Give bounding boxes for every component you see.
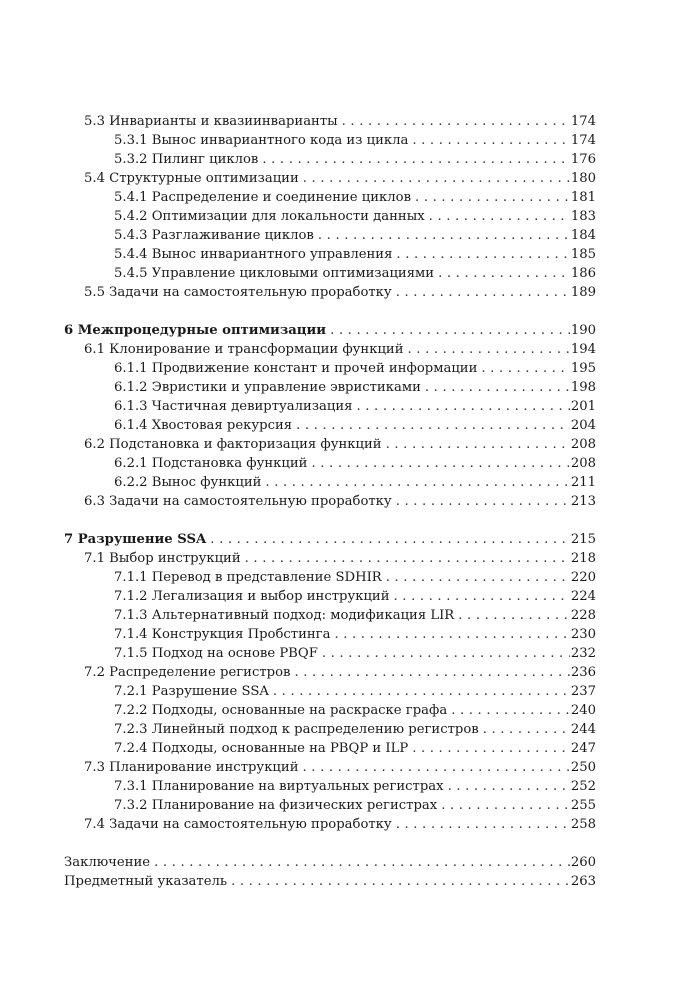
toc-entry[interactable] [64,473,596,492]
dot-leader [322,644,570,663]
toc-entry-title: 7.1.1 Перевод в представление SDHIR [114,570,382,585]
toc-entry[interactable] [64,131,596,150]
toc-entry-title: 7.2.2 Подходы, основанные на раскраске графа [114,703,448,718]
dot-leader [396,283,570,302]
dot-leader [318,226,570,245]
dot-leader [425,378,570,397]
toc-entry-title: 7.3.2 Планирование на физических регистрах [114,798,438,813]
toc-entry-page-number: 208 [570,456,596,471]
toc-entry[interactable] [64,359,596,378]
toc-entry[interactable] [64,416,596,435]
toc-entry-page-number: 176 [570,152,596,167]
dot-leader [386,568,570,587]
toc-entry-title: 6.2 Подстановка и факторизация функций [84,437,382,452]
dot-leader [330,321,570,340]
dot-leader [396,492,570,511]
toc-entry-page-number: 218 [570,551,596,566]
toc-entry[interactable] [64,853,596,872]
toc-entry-page-number: 208 [570,437,596,452]
toc-entry-title: 6 Межпроцедурные оптимизации [64,323,327,338]
toc-chapter-entry[interactable] [64,530,596,549]
dot-leader [154,853,570,872]
toc-entry[interactable] [64,625,596,644]
dot-leader [303,758,571,777]
toc-entry-title: 7.2.4 Подходы, основанные на PBQP и ILP [114,741,409,756]
toc-entry-page-number: 247 [570,741,596,756]
toc-entry[interactable] [64,378,596,397]
dot-leader [273,682,570,701]
toc-entry-page-number: 260 [570,855,596,870]
dot-leader [415,188,570,207]
toc-entry-title: 7.2.1 Разрушение SSA [114,684,269,699]
toc-entry-title: 7.1.2 Легализация и выбор инструкций [114,589,390,604]
toc-entry[interactable] [64,454,596,473]
dot-leader [481,359,570,378]
dot-leader [303,169,570,188]
dot-leader [311,454,570,473]
toc-entry-page-number: 236 [570,665,596,680]
toc-entry[interactable] [64,169,596,188]
toc-entry-page-number: 195 [570,361,596,376]
dot-leader [429,207,570,226]
toc-entry-title: 6.1.1 Продвижение констант и прочей информации [114,361,478,376]
dot-leader [458,606,570,625]
section-gap [64,834,596,853]
toc-entry[interactable] [64,245,596,264]
toc-entry[interactable] [64,207,596,226]
toc-entry-page-number: 180 [570,171,596,186]
toc-entry[interactable] [64,549,596,568]
toc-entry[interactable] [64,492,596,511]
toc-entry-page-number: 204 [570,418,596,433]
dot-leader [396,815,570,834]
toc-entry-page-number: 220 [570,570,596,585]
toc-entry-title: 6.1 Клонирование и трансформации функций [84,342,404,357]
toc-entry[interactable] [64,644,596,663]
toc-entry-title: 7 Разрушение SSA [64,532,207,547]
toc-entry-title: 7.3 Планирование инструкций [84,760,299,775]
toc-entry-page-number: 201 [570,399,596,414]
dot-leader [412,739,570,758]
toc-entry[interactable] [64,758,596,777]
toc-entry-page-number: 258 [570,817,596,832]
toc-entry-title: 6.2.2 Вынос функций [114,475,262,490]
toc-entry[interactable] [64,815,596,834]
toc-entry-page-number: 181 [570,190,596,205]
toc-entry-page-number: 213 [570,494,596,509]
toc-entry[interactable] [64,720,596,739]
dot-leader [231,872,570,891]
toc-entry-title: 7.2.3 Линейный подход к распределению регистров [114,722,479,737]
dot-leader [408,340,570,359]
toc-entry-title: Предметный указатель [64,874,228,889]
dot-leader [245,549,570,568]
toc-entry-page-number: 174 [570,133,596,148]
toc-entry-page-number: 211 [570,475,596,490]
toc-entry[interactable] [64,150,596,169]
toc-entry-title: 5.3.2 Пилинг циклов [114,152,259,167]
toc-entry-page-number: 252 [570,779,596,794]
dot-leader [356,397,570,416]
toc-entry-page-number: 185 [570,247,596,262]
toc-entry[interactable] [64,663,596,682]
toc-entry[interactable] [64,435,596,454]
dot-leader [342,112,570,131]
toc-entry-page-number: 190 [570,323,596,338]
toc-entry-title: 7.1.4 Конструкция Пробстинга [114,627,331,642]
toc-entry-title: 5.3.1 Вынос инвариантного кода из цикла [114,133,409,148]
toc-entry-title: 7.1 Выбор инструкций [84,551,241,566]
toc-entry-title: 6.1.2 Эвристики и управление эвристиками [114,380,421,395]
toc-entry-page-number: 230 [570,627,596,642]
dot-leader [386,435,570,454]
toc-entry-page-number: 224 [570,589,596,604]
section-gap [64,302,596,321]
toc-entry-title: 5.4.4 Вынос инвариантного управления [114,247,393,262]
toc-entry-title: 7.3.1 Планирование на виртуальных регистрах [114,779,444,794]
toc-entry-title: 5.4 Структурные оптимизации [84,171,299,186]
dot-leader [412,131,570,150]
dot-leader [396,245,570,264]
toc-entry[interactable] [64,283,596,302]
toc-entry-title: 6.1.4 Хвостовая рекурсия [114,418,293,433]
toc-entry[interactable] [64,739,596,758]
toc-entry-title: 5.4.2 Оптимизации для локальности данных [114,209,425,224]
toc-entry-page-number: 186 [570,266,596,281]
toc-entry-page-number: 183 [570,209,596,224]
toc-entry-page-number: 244 [570,722,596,737]
toc-entry-page-number: 184 [570,228,596,243]
toc-chapter-entry[interactable] [64,321,596,340]
toc-entry-title: 5.5 Задачи на самостоятельную проработку [84,285,392,300]
toc-entry-page-number: 174 [570,114,596,129]
toc-entry-page-number: 228 [570,608,596,623]
toc-entry-title: 5.4.5 Управление цикловыми оптимизациями [114,266,435,281]
dot-leader [294,663,570,682]
toc-entry[interactable] [64,188,596,207]
toc-entry[interactable] [64,340,596,359]
dot-leader [438,264,570,283]
dot-leader [451,701,570,720]
dot-leader [210,530,570,549]
dot-leader [448,777,570,796]
dot-leader [265,473,570,492]
dot-leader [262,150,570,169]
toc-entry-page-number: 237 [570,684,596,699]
table-of-contents [64,112,596,891]
toc-entry[interactable] [64,587,596,606]
toc-entry-page-number: 240 [570,703,596,718]
dot-leader [483,720,570,739]
toc-entry-title: 6.1.3 Частичная девиртуализация [114,399,353,414]
toc-entry-title: 6.3 Задачи на самостоятельную проработку [84,494,392,509]
toc-entry[interactable] [64,682,596,701]
toc-entry-page-number: 232 [570,646,596,661]
toc-entry-title: 5.3 Инварианты и квазиинварианты [84,114,338,129]
toc-entry-title: 7.2 Распределение регистров [84,665,291,680]
toc-entry-page-number: 255 [570,798,596,813]
toc-entry-page-number: 194 [570,342,596,357]
section-gap [64,511,596,530]
toc-entry-page-number: 189 [570,285,596,300]
toc-entry[interactable] [64,568,596,587]
dot-leader [394,587,570,606]
toc-entry[interactable] [64,701,596,720]
toc-entry-title: 5.4.1 Распределение и соединение циклов [114,190,412,205]
toc-entry[interactable] [64,777,596,796]
toc-entry-title: 7.4 Задачи на самостоятельную проработку [84,817,392,832]
toc-entry[interactable] [64,264,596,283]
toc-entry[interactable] [64,796,596,815]
toc-entry-title: 7.1.5 Подход на основе PBQF [114,646,318,661]
toc-entry-page-number: 250 [570,760,596,775]
toc-entry-title: Заключение [64,855,151,870]
dot-leader [296,416,570,435]
toc-entry-title: 5.4.3 Разглаживание циклов [114,228,314,243]
toc-entry-page-number: 263 [570,874,596,889]
toc-entry[interactable] [64,226,596,245]
toc-entry[interactable] [64,606,596,625]
toc-entry-page-number: 215 [570,532,596,547]
dot-leader [334,625,570,644]
toc-entry-title: 6.2.1 Подстановка функций [114,456,308,471]
dot-leader [441,796,570,815]
toc-entry[interactable] [64,397,596,416]
toc-entry-title: 7.1.3 Альтернативный подход: модификация LIR [114,608,455,623]
toc-entry[interactable] [64,112,596,131]
toc-entry-page-number: 198 [570,380,596,395]
toc-entry[interactable] [64,872,596,891]
